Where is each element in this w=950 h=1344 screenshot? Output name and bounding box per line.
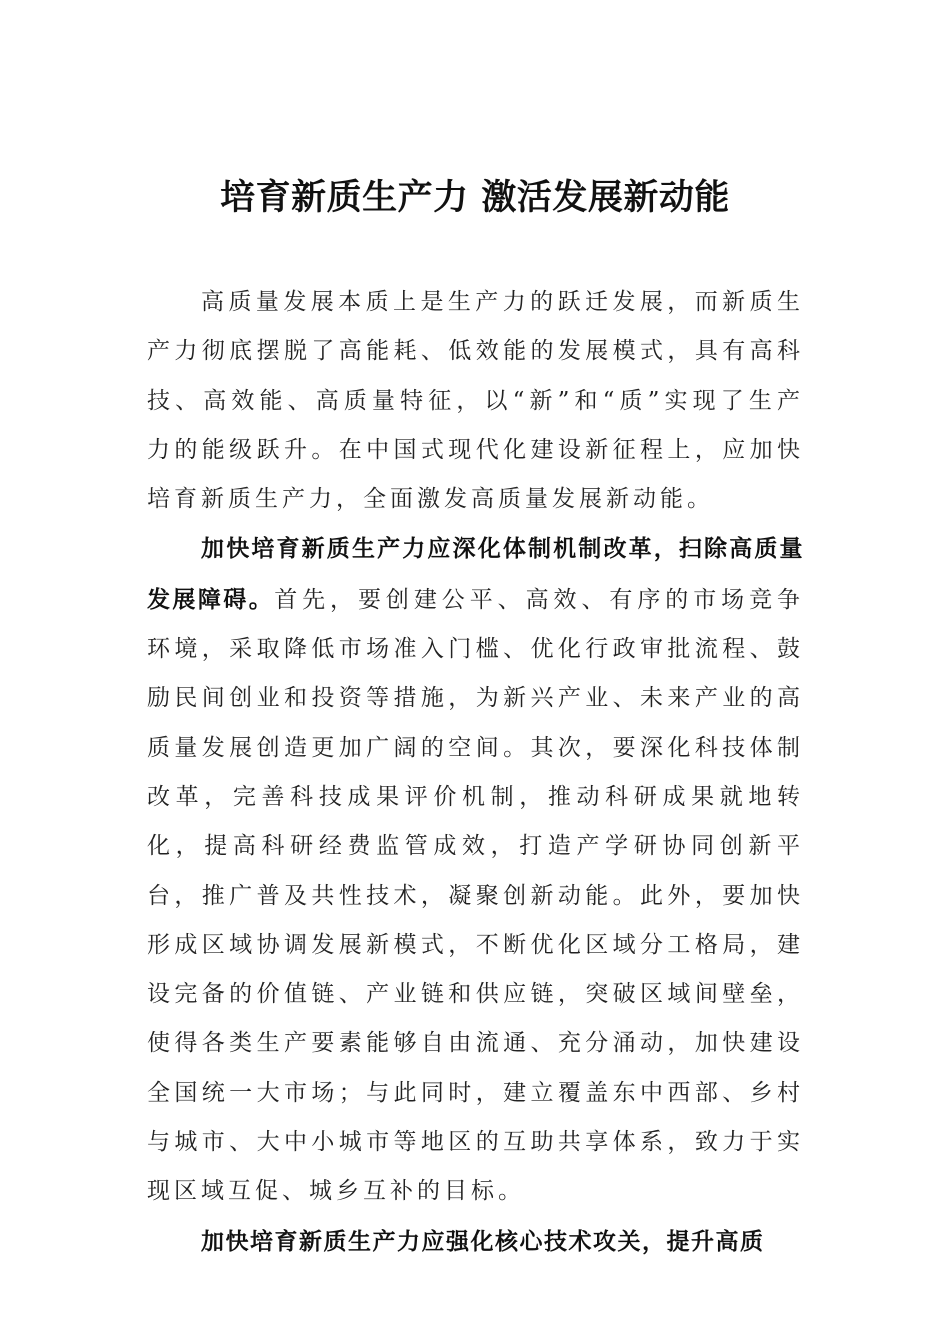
paragraph-intro xyxy=(147,278,804,524)
paragraph-technology xyxy=(147,1217,804,1267)
paragraph-reform xyxy=(147,524,804,1216)
paragraph-intro-text: 高质量发展本质上是生产力的跃迁发展，而新质生产力彻底摆脱了高能耗、低效能的发展模式，具有高科技、高效能、高质量特征，以“新”和“质”实现了生产力的能级跃升。在中国式现代化建设新征程上，应加快培育新质生产力，全面激发高质量发展新动能。 xyxy=(147,289,804,513)
document-body xyxy=(147,278,804,1267)
paragraph-technology-lead: 加快培育新质生产力应强化核心技术攻关，提升高质 xyxy=(201,1227,765,1255)
document-title: 培育新质生产力 激活发展新动能 xyxy=(220,177,730,218)
paragraph-reform-lead: 加快培育新质生产力应深化体制机制改革，扫除高质量发展障碍。 xyxy=(147,535,804,613)
paragraph-reform-text: 首先，要创建公平、高效、有序的市场竞争环境，采取降低市场准入门槛、优化行政审批流程、鼓励民间创业和投资等措施，为新兴产业、未来产业的高质量发展创造更加广阔的空间。其次，要深化科技体制改革，完善科技成果评价机制，推动科研成果就地转化，提高科研经费监管成效，打造产学研协同创新平台，推广普及共性技术，凝聚创新动能。此外，要加快形成区域协调发展新模式，不断优化区域分工格局，建设完备的价值链、产业链和供应链，突破区域间壁垒，使得各类生产要素能够自由流通、充分涌动，加快建设全国统一大市场；与此同时，建立覆盖东中西部、乡村与城市、大中小城市等地区的互助共享体系，致力于实现区域互促、城乡互补的目标。 xyxy=(147,586,805,1205)
